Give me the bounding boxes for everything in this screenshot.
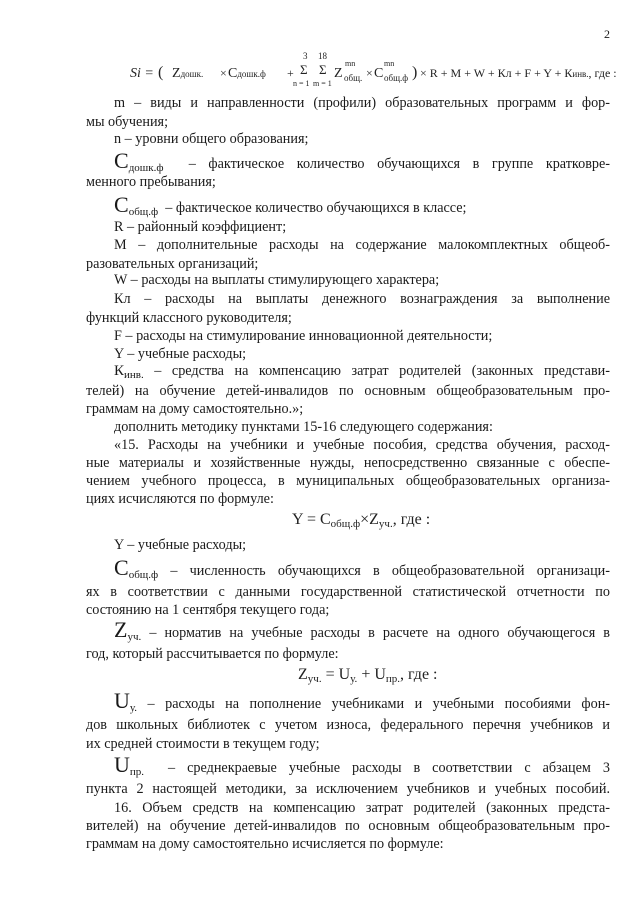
formula-z: Zуч. = Uу. + Uпр., где : [298,666,438,685]
text-line: R – районный коэффициент; [114,219,287,235]
text-line: «15. Расходы на учебники и учебные пособия, средства обучения, расход- [114,437,610,453]
text-line: телей) на обучение детей-инвалидов по основным общеобразовательным про- [86,383,610,399]
text-line: мы обучения; [86,114,169,130]
formula-si-close: ) [412,64,418,81]
text-line: n – уровни общего образования; [114,131,309,147]
text-line: ные материалы и хозяйственные нужды, непосредственно связанные с обеспе- [86,455,610,471]
text-line: циях исчисляются по формуле: [86,491,274,507]
text-line: $C_{дошк.ф}$ – фактическое количество обучающихся в группе кратковре- [114,148,611,174]
text-line: $Z_{уч.}$ – норматив на учебные расходы в расчете на одного обучающегося в [114,617,610,643]
sum2-bottom: m = 1 [313,79,332,88]
text-line: дополнить методику пунктами 15-16 следующего содержания: [114,419,493,435]
formula-si-zdoshk: Zдошк. [172,66,204,81]
text-line: чением учебного процесса, в муниципальных общеобразовательных организа- [86,473,610,489]
text-line: год, который рассчитывается по формуле: [86,646,339,662]
text-line: F – расходы на стимулирование инновационной деятельности; [114,328,493,344]
formula-si-zobshch: Z [334,66,343,81]
sum1-top: 3 [303,51,308,61]
formula-si-tail: × R + M + W + Кл + F + Y + Кинв., где : [420,66,617,80]
formula-si-lhs: Si = [130,66,154,81]
text-line: m – виды и направленности (профили) образовательных программ и фор- [114,95,610,111]
text-line: $К_{инв.}$ – средства на компенсацию затрат родителей (законных представи- [114,363,610,381]
document-page: 2 Si = ( Zдошк. × Cдошк.ф + 3 Σ n = 1 18 Σ m = 1 Z mn общ. × C mn общ.ф ) × R + M + W + Кл + F + Y + Кинв., где : m – виды и направленности (профили) образовательных программ и фор- мы обучения; n – уровни общего образования; $C_{дошк.ф}$ – фактическое количество обучающихся в группе кратковре- менного пребывания; $C_{общ.ф}$ – фактическое количество обучающихся в классе; R – районный коэффициент; M – дополнительные расходы на содержание малокомплектных общеоб- разовательных организаций; W – расходы на выплаты стимулирующего характера; Кл – расходы на выплаты денежного вознаграждения за выполнение функций классного руководителя; F – расходы на стимулирование инновационной деятельности; Y – учебные расходы; $К_{инв.}$ – средства на компенсацию затрат родителей (законных представи- телей) на обучение детей-инвалидов по основным общеобразовательным про- граммам на дому самостоятельно.»; дополнить методику пунктами 15-16 следующего содержания: «15. Расходы на учебники и учебные пособия, средства обучения, расход- ные материалы и хозяйственные нужды, непосредственно связанные с обеспе- чением учебного процесса, в муниципальных общеобразовательных организа- циях исчисляются по формуле: Y = Cобщ.ф×Zуч., где : Y – учебные расходы; $C_{общ.ф}$ – численность обучающихся в общеобразовательной организаци- ях в соответствии с данными государственной статистической отчетности по состоянию на 1 сентября текущего года; $Z_{уч.}$ – норматив на учебные расходы в расчете на одного обучающегося в год, который рассчитывается по формуле: Zуч. = Uу. + Uпр., где : $U_{у.}$ – расходы на пополнение учебниками и учебными пособиями фон- дов школьных библиотек с учетом износа, федерального перечня учебников и их средней стоимости в текущем году; $U_{пр.}$ – среднекраевые учебные расходы в соответствии с абзацем 3 пункта 2 настоящей методики, за исключением учебников и учебных пособий. 16. Объем средств на компенсацию затрат родителей (законных предста- вителей) на обучение детей-инвалидов по основным общеобразовательным про- граммам на дому самостоятельно исчисляется по формуле: [86,27,617,852]
text-line: вителей) на обучение детей-инвалидов по основным общеобразовательным про- [86,818,610,834]
formula-y: Y = Cобщ.ф×Zуч., где : [292,511,431,530]
text-line: менного пребывания; [86,174,216,190]
text-line: $U_{у.}$ – расходы на пополнение учебниками и учебными пособиями фон- [114,688,611,714]
sum2-top: 18 [318,51,327,61]
text-line: $C_{общ.ф}$ – фактическое количество обучающихся в классе; [114,192,467,218]
sum2-sigma: Σ [319,62,327,77]
text-line: $C_{общ.ф}$ – численность обучающихся в общеобразовательной организаци- [114,555,610,581]
text-line: пункта 2 настоящей методики, за исключением учебников и учебных пособий. [86,781,610,797]
formula-si-cdoshk: Cдошк.ф [228,66,266,81]
text-line: функций классного руководителя; [86,310,292,326]
sum1-sigma: Σ [300,62,308,77]
text-line: Y – учебные расходы; [114,346,247,362]
page-number: 2 [604,27,610,41]
text-line: W – расходы на выплаты стимулирующего характера; [114,272,440,288]
text-line: дов школьных библиотек с учетом износа, федерального перечня учебников и [86,717,610,733]
text-line: состоянию на 1 сентября текущего года; [86,602,330,618]
text-line: их средней стоимости в текущем году; [86,736,320,752]
text-line: граммам на дому самостоятельно исчисляется по формуле: [86,836,444,852]
text-line: M – дополнительные расходы на содержание малокомплектных общеоб- [114,237,610,253]
text-line: граммам на дому самостоятельно.»; [86,401,304,417]
text-line: $U_{пр.}$ – среднекраевые учебные расходы в соответствии с абзацем 3 [114,752,610,778]
text-line: Y – учебные расходы; [114,537,247,553]
formula-si-cobshch: C [374,66,384,81]
text-line: Кл – расходы на выплаты денежного вознаграждения за выполнение [114,291,610,307]
sum1-bottom: n = 1 [293,79,310,88]
text-line: 16. Объем средств на компенсацию затрат родителей (законных предста- [114,800,610,816]
formula-si-open: ( [158,64,164,81]
text-line: ях в соответствии с данными государственной статистической отчетности по [86,584,610,600]
text-line: разовательных организаций; [86,256,259,272]
